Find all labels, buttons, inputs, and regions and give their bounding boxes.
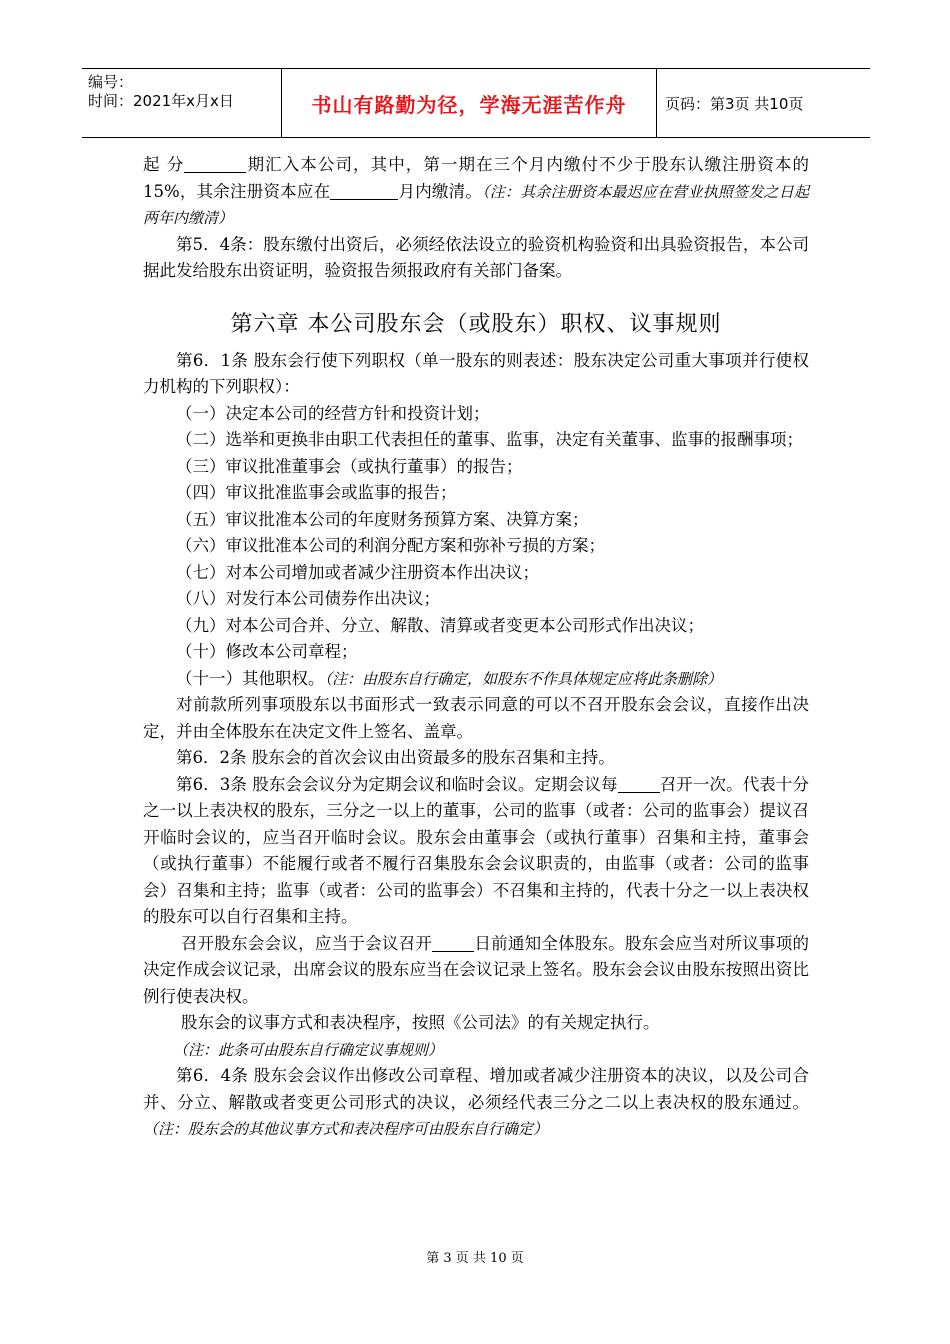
- header-motto: 书山有路勤为径，学海无涯苦作舟: [282, 69, 657, 137]
- header-page-info: 页码：第3页 共10页: [665, 94, 804, 113]
- article-6-1: 第6．1条 股东会行使下列职权（单一股东的则表述：股东决定公司重大事项并行使权力机构的下列职权）：: [143, 350, 809, 396]
- power-item: （九）对本公司合并、分立、解散、清算或者变更本公司形式作出决议；: [176, 615, 704, 635]
- power-item: （八）对发行本公司债券作出决议；: [176, 589, 440, 608]
- paragraph-capital-payment: 起 分 期汇入本公司，其中，第一期在三个月内缴付不少于股东认缴注册资本的15%，其余注册资本应在 月内缴清。（注：其余注册资本最迟应在营业执照签发之日起两年内缴清）: [143, 155, 809, 227]
- note: （注：股东会的其他议事方式和表决程序可由股东自行确定）: [143, 1120, 549, 1138]
- article-6-3: 第6．3条 股东会会议分为定期会议和临时会议。定期会议每 召开一次。代表十分之一以上表决权的股东，三分之一以上的董事，公司的监事（或者：公司的监事会）提议召开临时会议的，应当召开临时会议。股东会由董事会（或执行董事）召集和主持，董事会（或执行董事）不能履行或者不履行召集股东会会议职责的，由监事（或者：公司的监事会）召集和主持；监事（或者：公司的监事会）不召集和主持的，代表十分之一以上表决权的股东可以自行召集和主持。: [143, 774, 810, 926]
- power-item: （七）对本公司增加或者减少注册资本作出决议；: [176, 562, 539, 582]
- blank-line: [432, 934, 474, 952]
- paragraph-written-consent: 对前款所列事项股东以书面形式一致表示同意的可以不召开股东会会议，直接作出决定，并由全体股东在决定文件上签名、盖章。: [143, 695, 809, 741]
- blank-line: [330, 182, 398, 200]
- power-item: （一）决定本公司的经营方针和投资计划；: [176, 403, 490, 423]
- power-item: （四）审议批准监事会或监事的报告；: [176, 483, 457, 502]
- document-number-label: 编号：: [88, 73, 134, 91]
- note-procedure: （注：此条可由股东自行确定议事规则）: [173, 1040, 444, 1059]
- blank-line: [618, 775, 660, 793]
- paragraph-meeting-notice: 召开股东会会议，应当于会议召开 日前通知全体股东。股东会应当对所议事项的决定作成会议记录，出席会议的股东应当在会议记录上签名。股东会会议由股东按照出资比例行使表决权。: [143, 933, 810, 1006]
- power-item: （六）审议批准本公司的利润分配方案和弥补亏损的方案；: [176, 536, 605, 555]
- document-body: [143, 152, 809, 1143]
- article-5-4: 第5．4条：股东缴付出资后，必须经依法设立的验资机构验资和出具验资报告，本公司据此发给股东出资证明，验资报告须报政府有关部门备案。: [143, 234, 809, 280]
- paragraph-procedure: 股东会的议事方式和表决程序，按照《公司法》的有关规定执行。: [180, 1013, 660, 1032]
- page-footer: 第 3 页 共 10 页: [426, 1251, 524, 1266]
- power-item: （三）审议批准董事会（或执行董事）的报告；: [176, 456, 523, 476]
- note: （注：由股东自行确定，如股东不作具体规定应将此条删除）: [324, 669, 723, 688]
- power-item: （十）修改本公司章程；: [176, 642, 358, 661]
- page-header: [82, 68, 870, 138]
- article-6-2: 第6．2条 股东会的首次会议由出资最多的股东召集和主持。: [176, 748, 615, 767]
- power-item: （五）审议批准本公司的年度财务预算方案、决算方案；: [176, 509, 589, 529]
- note: （注：其余注册资本最迟应在营业执照签发之日起两年内缴清）: [143, 182, 809, 227]
- blank-line: [184, 156, 246, 174]
- power-item-11: （十一）其他职权。（注：由股东自行确定，如股东不作具体规定应将此条删除）: [176, 668, 723, 688]
- article-6-4: 第6．4条 股东会会议作出修改公司章程、增加或者减少注册资本的决议，以及公司合并、分立、解散或者变更公司形式的决议，必须经代表三分之二以上表决权的股东通过。（注：股东会的其他议事方式和表决程序可由股东自行确定）: [143, 1066, 809, 1138]
- power-item: （二）选举和更换非由职工代表担任的董事、监事，决定有关董事、监事的报酬事项；: [176, 430, 803, 449]
- document-time: 时间：2021年x月x日: [88, 92, 234, 110]
- header-meta: [82, 69, 282, 137]
- chapter-title: 第六章 本公司股东会（或股东）职权、议事规则: [230, 311, 722, 337]
